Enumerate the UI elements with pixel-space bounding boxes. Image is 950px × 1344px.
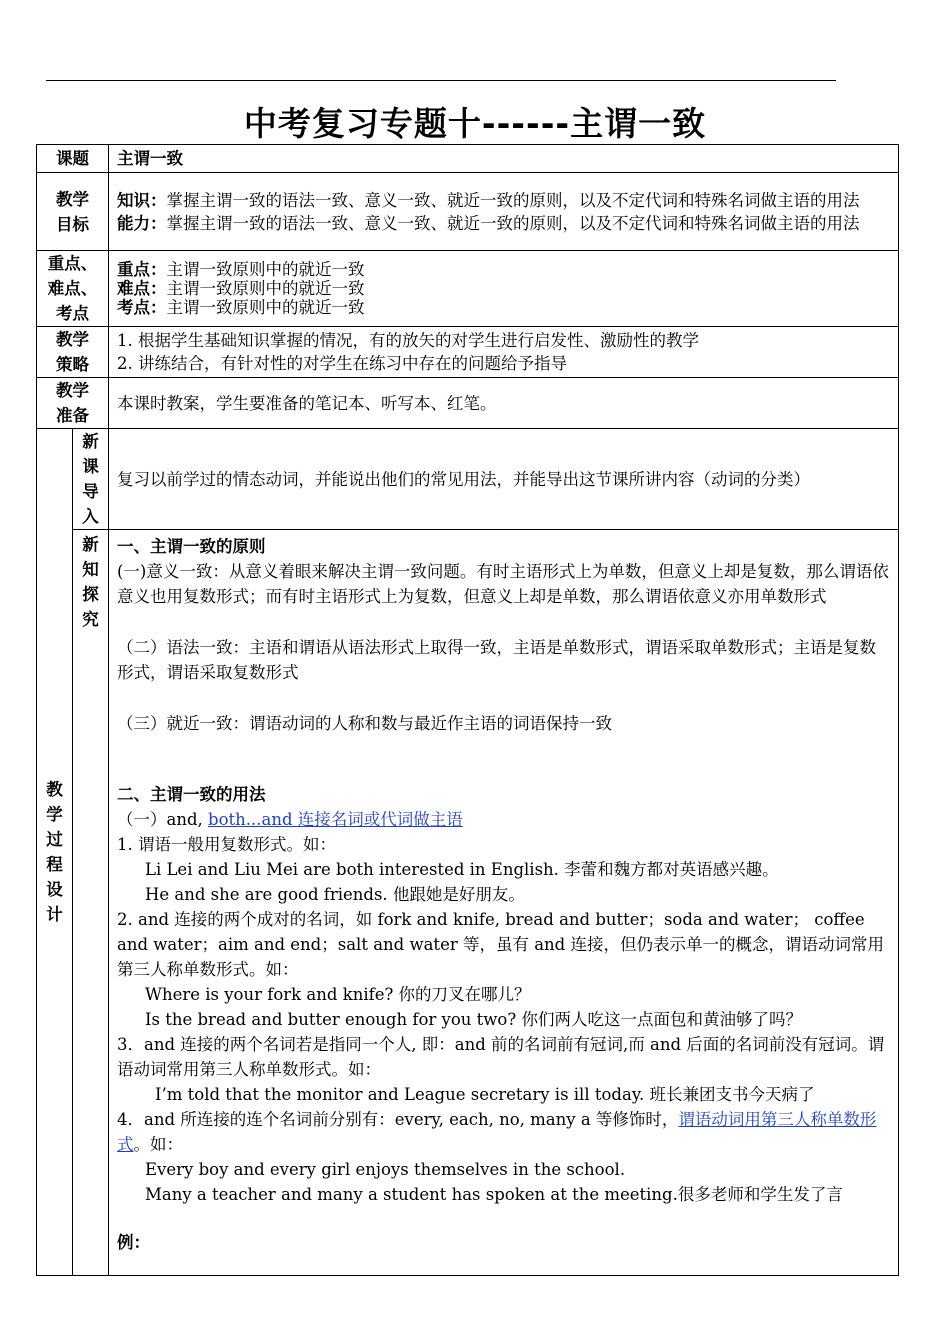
focus-label: 重点、 难点、 考点 [37,251,109,327]
example-1: Li Lei and Liu Mei are both interested in English. 李蕾和魏方都对英语感兴趣。 [145,860,779,879]
example-6: Every boy and every girl enjoys themselves in the school. [145,1160,626,1179]
example-label: 例： [117,1233,150,1252]
intro-content: 复习以前学过的情态动词，并能说出他们的常见用法，并能导出这节课所讲内容（动词的分类） [109,429,899,530]
lesson-plan-table [36,144,899,1276]
principle-meaning: (一)意义一致：从意义着眼来解决主谓一致问题。有时主语形式上为单数，但意义上却是复数，那么谓语依意义也用复数形式；而有时主语形式上为复数，但意义上却是单数，那么谓语依意义亦用单数形式 [117,562,889,606]
row-intro [37,429,899,530]
ability-goal: 能力：掌握主谓一致的语法一致、意义一致、就近一致的原则，以及不定代词和特殊名词做主语的用法 [117,213,860,233]
row-topic [37,145,899,173]
section-principles-heading: 一、主谓一致的原则 [117,537,266,556]
example-3: Where is your fork and knife? 你的刀叉在哪儿？ [145,985,531,1004]
exam-point: 考点：主谓一致原则中的就近一致 [117,298,365,317]
explore-label: 新 知 探 究 [73,530,109,1276]
row-preparation [37,378,899,429]
strategy-label: 教学 策略 [37,327,109,378]
rule-2: 2. and 连接的两个成对的名词，如 fork and knife, bread and butter；soda and water； coffee and water；aim and end；salt and water 等，虽有 and 连接，但仍表示单一的概念，谓语动词常用第三人称单数形式。如： [117,910,884,979]
rule-4: 4．and 所连接的连个名词前分别有：every, each, no, many a 等修饰时，谓语动词用第三人称单数形式。如： [117,1110,877,1154]
third-person-singular-link[interactable]: 谓语动词用第三人称单数形式 [117,1110,877,1154]
row-goals [37,173,899,251]
both-and-link[interactable]: both...and 连接名词或代词做主语 [208,810,463,829]
goals-content [109,173,899,251]
section-usage-heading: 二、主谓一致的用法 [117,785,266,804]
row-strategy [37,327,899,378]
topic-value: 主谓一致 [109,145,899,173]
page-title: 中考复习专题十------主谓一致 [243,104,707,143]
topic-label: 课题 [37,145,109,173]
knowledge-goal: 知识：掌握主谓一致的语法一致、意义一致、就近一致的原则，以及不定代词和特殊名词做主语的用法 [117,190,860,210]
intro-label: 新 课 导 入 [73,429,109,530]
row-focus [37,251,899,327]
header-rule [46,80,836,81]
row-explore [37,530,899,1276]
example-2: He and she are good friends. 他跟她是好朋友。 [145,885,525,904]
focus-content [109,251,899,327]
principle-grammar: （二）语法一致：主语和谓语从语法形式上取得一致，主语是单数形式，谓语采取单数形式；主语是复数形式，谓语采取复数形式 [117,638,876,682]
strategy-content: 1. 根据学生基础知识掌握的情况，有的放矢的对学生进行启发性、激励性的教学 2. 讲练结合，有针对性的对学生在练习中存在的问题给予指导 [109,327,899,378]
example-5: I’m told that the monitor and League secretary is ill today. 班长兼团支书今天病了 [155,1085,815,1104]
goals-label: 教学 目标 [37,173,109,251]
difficult-point: 难点：主谓一致原则中的就近一致 [117,279,365,298]
example-4: Is the bread and butter enough for you two? 你们两人吃这一点面包和黄油够了吗？ [145,1010,802,1029]
preparation-content: 本课时教案，学生要准备的笔记本、听写本、红笔。 [109,378,899,429]
usage-and-both: （一）and, both...and 连接名词或代词做主语 [117,810,463,829]
explore-content [109,530,899,1276]
rule-3: 3．and 连接的两个名词若是指同一个人, 即：and 前的名词前有冠词,而 and 后面的名词前没有冠词。谓语动词常用第三人称单数形式。如： [117,1035,885,1079]
key-point: 重点：主谓一致原则中的就近一致 [117,260,365,279]
example-7: Many a teacher and many a student has spoken at the meeting.很多老师和学生发了言 [145,1185,843,1204]
process-label: 教 学 过 程 设 计 [37,429,73,1276]
rule-1: 1. 谓语一般用复数形式。如： [117,835,336,854]
preparation-label: 教学 准备 [37,378,109,429]
principle-proximity: （三）就近一致：谓语动词的人称和数与最近作主语的词语保持一致 [117,714,612,733]
